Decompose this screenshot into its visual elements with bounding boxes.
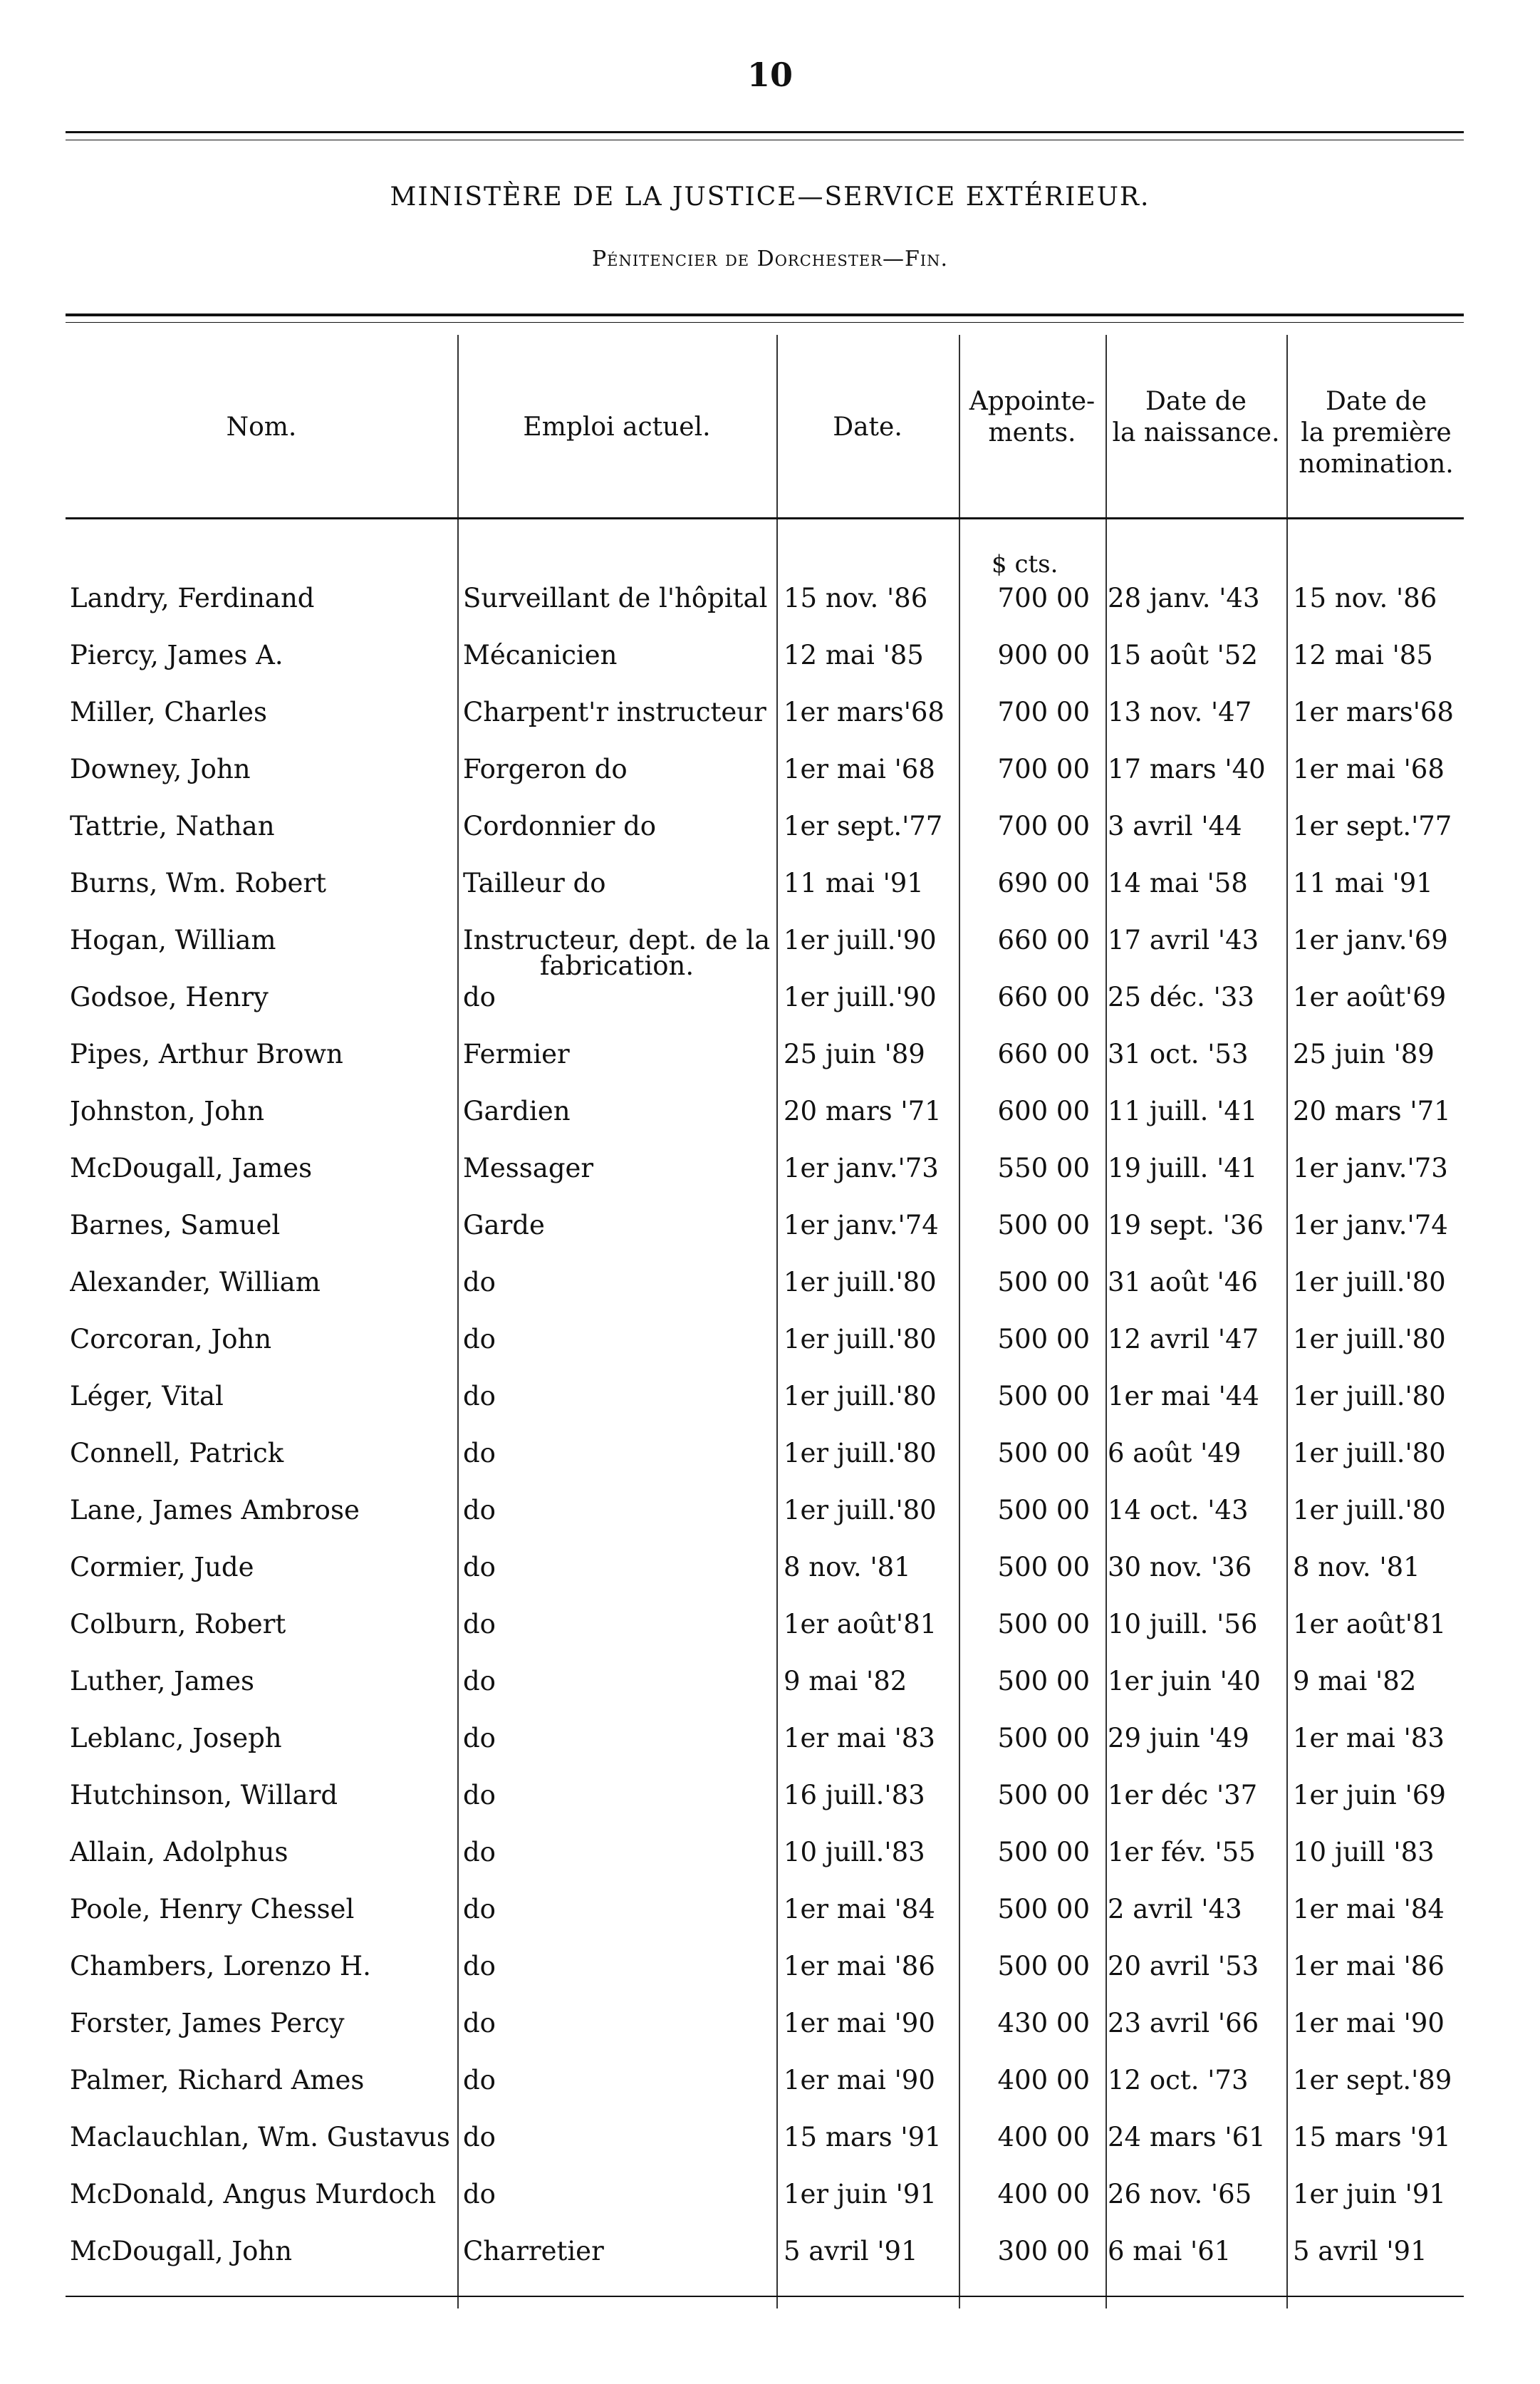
name-cell: Lane, James Ambrose — [70, 1495, 360, 1525]
nomination-date-cell: 1er juill.'80 — [1293, 1495, 1446, 1525]
name-cell: Burns, Wm. Robert — [70, 868, 326, 898]
date-cell: 9 mai '82 — [784, 1666, 907, 1696]
table-row — [0, 1153, 1540, 1210]
salary-cell: 500 00 — [997, 1324, 1090, 1354]
emploi-cell: do — [463, 1609, 496, 1639]
birth-date-cell: 6 août '49 — [1108, 1438, 1242, 1468]
birth-date-cell: 3 avril '44 — [1108, 811, 1242, 841]
salary-cell: 500 00 — [997, 1438, 1090, 1468]
page-title: MINISTÈRE DE LA JUSTICE—SERVICE EXTÉRIEUR. — [390, 182, 1150, 212]
emploi-cell: Cordonnier do — [463, 811, 657, 841]
table-row — [0, 2122, 1540, 2179]
date-cell: 1er juill.'90 — [784, 982, 937, 1012]
nomination-date-cell: 12 mai '85 — [1293, 640, 1433, 670]
table-row — [0, 640, 1540, 697]
emploi-cell: Charpent'r instructeur — [463, 697, 766, 727]
salary-cell: 690 00 — [997, 868, 1090, 898]
salary-cell: 500 00 — [997, 1780, 1090, 1810]
units-label: $ cts. — [992, 550, 1058, 579]
salary-cell: 500 00 — [997, 1381, 1090, 1411]
name-cell: Poole, Henry Chessel — [70, 1894, 355, 1924]
salary-cell: 900 00 — [997, 640, 1090, 670]
salary-cell: 660 00 — [997, 925, 1090, 955]
table-row — [0, 1780, 1540, 1837]
column-header-naissance: Date de la naissance. — [1112, 387, 1280, 447]
table-row — [0, 1210, 1540, 1267]
nomination-date-cell: 15 mars '91 — [1293, 2122, 1451, 2152]
name-cell: Palmer, Richard Ames — [70, 2065, 365, 2095]
date-cell: 1er mai '83 — [784, 1723, 935, 1753]
salary-cell: 500 00 — [997, 1837, 1090, 1867]
birth-date-cell: 2 avril '43 — [1108, 1894, 1242, 1924]
emploi-cell: do — [463, 2179, 496, 2209]
date-cell: 15 mars '91 — [784, 2122, 942, 2152]
date-cell: 1er juill.'80 — [784, 1381, 937, 1411]
name-cell: Godsoe, Henry — [70, 982, 269, 1012]
table-row — [0, 868, 1540, 925]
date-cell: 1er mai '68 — [784, 754, 935, 784]
table-row — [0, 1723, 1540, 1780]
name-cell: Pipes, Arthur Brown — [70, 1039, 343, 1069]
birth-date-cell: 1er juin '40 — [1108, 1666, 1261, 1696]
emploi-cell: do — [463, 2122, 496, 2152]
birth-date-cell: 11 juill. '41 — [1108, 1096, 1258, 1126]
table-row — [0, 1324, 1540, 1381]
name-cell: Leblanc, Joseph — [70, 1723, 282, 1753]
birth-date-cell: 13 nov. '47 — [1108, 697, 1252, 727]
nomination-date-cell: 1er mai '68 — [1293, 754, 1445, 784]
salary-cell: 400 00 — [997, 2179, 1090, 2209]
birth-date-cell: 20 avril '53 — [1108, 1951, 1259, 1981]
nomination-date-cell: 1er juin '69 — [1293, 1780, 1446, 1810]
nomination-date-cell: 11 mai '91 — [1293, 868, 1433, 898]
date-cell: 1er juill.'80 — [784, 1324, 937, 1354]
date-cell: 1er janv.'74 — [784, 1210, 939, 1240]
salary-cell: 550 00 — [997, 1153, 1090, 1183]
date-cell: 15 nov. '86 — [784, 583, 928, 613]
table-row — [0, 1039, 1540, 1096]
emploi-cell: Forgeron do — [463, 754, 628, 784]
emploi-cell: do — [463, 1837, 496, 1867]
emploi-cell: Charretier — [463, 2236, 604, 2266]
top-rule — [66, 131, 1464, 133]
salary-cell: 500 00 — [997, 1894, 1090, 1924]
name-cell: Luther, James — [70, 1666, 254, 1696]
emploi-cell: do — [463, 2008, 496, 2038]
salary-cell: 700 00 — [997, 697, 1090, 727]
name-cell: Colburn, Robert — [70, 1609, 286, 1639]
name-cell: Tattrie, Nathan — [70, 811, 275, 841]
nomination-date-cell: 15 nov. '86 — [1293, 583, 1437, 613]
nomination-date-cell: 25 juin '89 — [1293, 1039, 1435, 1069]
table-row — [0, 2179, 1540, 2236]
table-row — [0, 583, 1540, 640]
date-cell: 20 mars '71 — [784, 1096, 942, 1126]
birth-date-cell: 29 juin '49 — [1108, 1723, 1249, 1753]
name-cell: Miller, Charles — [70, 697, 268, 727]
page-number: 10 — [746, 56, 793, 94]
table-row — [0, 697, 1540, 754]
emploi-cell: Fermier — [463, 1039, 570, 1069]
nomination-date-cell: 1er mai '84 — [1293, 1894, 1445, 1924]
date-cell: 1er mai '90 — [784, 2065, 935, 2095]
nomination-date-cell: 1er juill.'80 — [1293, 1381, 1446, 1411]
date-cell: 8 nov. '81 — [784, 1552, 911, 1582]
salary-cell: 500 00 — [997, 1495, 1090, 1525]
emploi-cell: Tailleur do — [463, 868, 606, 898]
birth-date-cell: 30 nov. '36 — [1108, 1552, 1252, 1582]
date-cell: 1er juill.'80 — [784, 1495, 937, 1525]
table-row — [0, 1837, 1540, 1894]
header-bottom-rule — [66, 517, 1464, 519]
emploi-cell: Instructeur, dept. de la — [463, 925, 771, 955]
table-row — [0, 1552, 1540, 1609]
salary-cell: 430 00 — [997, 2008, 1090, 2038]
salary-cell: 600 00 — [997, 1096, 1090, 1126]
name-cell: Alexander, William — [70, 1267, 321, 1297]
nomination-date-cell: 1er mai '83 — [1293, 1723, 1445, 1753]
birth-date-cell: 12 oct. '73 — [1108, 2065, 1249, 2095]
name-cell: Barnes, Samuel — [70, 1210, 281, 1240]
date-cell: 1er juin '91 — [784, 2179, 937, 2209]
nomination-date-cell: 1er août'69 — [1293, 982, 1447, 1012]
salary-cell: 500 00 — [997, 1267, 1090, 1297]
date-cell: 12 mai '85 — [784, 640, 924, 670]
birth-date-cell: 19 sept. '36 — [1108, 1210, 1264, 1240]
nomination-date-cell: 1er mai '86 — [1293, 1951, 1445, 1981]
birth-date-cell: 19 juill. '41 — [1108, 1153, 1258, 1183]
emploi-cell: do — [463, 2065, 496, 2095]
column-header-nomination: Date de la première nomination. — [1299, 387, 1454, 479]
nomination-date-cell: 9 mai '82 — [1293, 1666, 1417, 1696]
emploi-cell: Mécanicien — [463, 640, 618, 670]
name-cell: Corcoran, John — [70, 1324, 272, 1354]
nomination-date-cell: 20 mars '71 — [1293, 1096, 1451, 1126]
birth-date-cell: 6 mai '61 — [1108, 2236, 1232, 2266]
nomination-date-cell: 8 nov. '81 — [1293, 1552, 1420, 1582]
nomination-date-cell: 1er août'81 — [1293, 1609, 1447, 1639]
table-row — [0, 1951, 1540, 2008]
birth-date-cell: 12 avril '47 — [1108, 1324, 1259, 1354]
salary-cell: 500 00 — [997, 1210, 1090, 1240]
emploi-cell: do — [463, 1495, 496, 1525]
name-cell: Johnston, John — [70, 1096, 265, 1126]
name-cell: Landry, Ferdinand — [70, 583, 315, 613]
emploi-cell: do — [463, 1381, 496, 1411]
column-header-appointements: Appointe- ments. — [969, 387, 1096, 447]
emploi-cell: Gardien — [463, 1096, 571, 1126]
bottom-rule — [66, 2296, 1464, 2297]
table-top-rule — [66, 313, 1464, 316]
date-cell: 1er juill.'90 — [784, 925, 937, 955]
name-cell: Maclauchlan, Wm. Gustavus — [70, 2122, 450, 2152]
birth-date-cell: 1er mai '44 — [1108, 1381, 1259, 1411]
date-cell: 25 juin '89 — [784, 1039, 925, 1069]
nomination-date-cell: 1er janv.'69 — [1293, 925, 1448, 955]
birth-date-cell: 17 avril '43 — [1108, 925, 1259, 955]
emploi-cell: Surveillant de l'hôpital — [463, 583, 768, 613]
birth-date-cell: 1er déc '37 — [1108, 1780, 1258, 1810]
nomination-date-cell: 1er juill.'80 — [1293, 1438, 1446, 1468]
nomination-date-cell: 1er juill.'80 — [1293, 1267, 1446, 1297]
salary-cell: 700 00 — [997, 811, 1090, 841]
name-cell: McDonald, Angus Murdoch — [70, 2179, 437, 2209]
date-cell: 1er juill.'80 — [784, 1438, 937, 1468]
date-cell: 1er juill.'80 — [784, 1267, 937, 1297]
date-cell: 1er sept.'77 — [784, 811, 943, 841]
table-row — [0, 982, 1540, 1039]
name-cell: Allain, Adolphus — [70, 1837, 288, 1867]
table-row — [0, 754, 1540, 811]
nomination-date-cell: 1er janv.'74 — [1293, 1210, 1448, 1240]
salary-cell: 700 00 — [997, 754, 1090, 784]
birth-date-cell: 10 juill. '56 — [1108, 1609, 1258, 1639]
date-cell: 1er mai '86 — [784, 1951, 935, 1981]
nomination-date-cell: 1er mars'68 — [1293, 697, 1454, 727]
table-row — [0, 2236, 1540, 2293]
nomination-date-cell: 5 avril '91 — [1293, 2236, 1427, 2266]
name-cell: Forster, James Percy — [70, 2008, 345, 2038]
name-cell: Hogan, William — [70, 925, 276, 955]
birth-date-cell: 26 nov. '65 — [1108, 2179, 1252, 2209]
table-row — [0, 1495, 1540, 1552]
date-cell: 1er août'81 — [784, 1609, 937, 1639]
nomination-date-cell: 1er juill.'80 — [1293, 1324, 1446, 1354]
nomination-date-cell: 1er janv.'73 — [1293, 1153, 1448, 1183]
birth-date-cell: 31 oct. '53 — [1108, 1039, 1249, 1069]
emploi-cell: do — [463, 1324, 496, 1354]
table-row — [0, 2008, 1540, 2065]
emploi-cell: do — [463, 1780, 496, 1810]
nomination-date-cell: 1er sept.'77 — [1293, 811, 1452, 841]
column-header-emploi: Emploi actuel. — [523, 413, 711, 442]
table-row — [0, 1096, 1540, 1153]
nomination-date-cell: 1er juin '91 — [1293, 2179, 1446, 2209]
emploi-cell: do — [463, 982, 496, 1012]
emploi-cell-continuation: fabrication. — [539, 950, 694, 981]
emploi-cell: do — [463, 1951, 496, 1981]
name-cell: Cormier, Jude — [70, 1552, 254, 1582]
birth-date-cell: 28 janv. '43 — [1108, 583, 1260, 613]
date-cell: 1er mai '90 — [784, 2008, 935, 2038]
birth-date-cell: 14 mai '58 — [1108, 868, 1248, 898]
date-cell: 10 juill.'83 — [784, 1837, 925, 1867]
date-cell: 5 avril '91 — [784, 2236, 918, 2266]
birth-date-cell: 15 août '52 — [1108, 640, 1258, 670]
salary-cell: 700 00 — [997, 583, 1090, 613]
birth-date-cell: 31 août '46 — [1108, 1267, 1258, 1297]
salary-cell: 500 00 — [997, 1723, 1090, 1753]
table-row — [0, 925, 1540, 982]
birth-date-cell: 25 déc. '33 — [1108, 982, 1254, 1012]
name-cell: Chambers, Lorenzo H. — [70, 1951, 371, 1981]
date-cell: 16 juill.'83 — [784, 1780, 925, 1810]
name-cell: Connell, Patrick — [70, 1438, 284, 1468]
name-cell: Léger, Vital — [70, 1381, 224, 1411]
salary-cell: 300 00 — [997, 2236, 1090, 2266]
salary-cell: 400 00 — [997, 2065, 1090, 2095]
birth-date-cell: 24 mars '61 — [1108, 2122, 1266, 2152]
table-top-rule-thin — [66, 322, 1464, 323]
emploi-cell: Messager — [463, 1153, 594, 1183]
nomination-date-cell: 1er sept.'89 — [1293, 2065, 1452, 2095]
name-cell: McDougall, John — [70, 2236, 293, 2266]
emploi-cell: do — [463, 1666, 496, 1696]
name-cell: Hutchinson, Willard — [70, 1780, 338, 1810]
nomination-date-cell: 1er mai '90 — [1293, 2008, 1445, 2038]
salary-cell: 660 00 — [997, 1039, 1090, 1069]
birth-date-cell: 17 mars '40 — [1108, 754, 1266, 784]
table-row — [0, 1438, 1540, 1495]
salary-cell: 500 00 — [997, 1666, 1090, 1696]
page-subtitle: Pénitencier de Dorchester—Fin. — [592, 247, 948, 271]
name-cell: McDougall, James — [70, 1153, 313, 1183]
emploi-cell: do — [463, 1723, 496, 1753]
emploi-cell: Garde — [463, 1210, 545, 1240]
date-cell: 11 mai '91 — [784, 868, 924, 898]
column-header-date: Date. — [833, 413, 902, 442]
table-row — [0, 1666, 1540, 1723]
nomination-date-cell: 10 juill '83 — [1293, 1837, 1435, 1867]
salary-cell: 400 00 — [997, 2122, 1090, 2152]
name-cell: Downey, John — [70, 754, 251, 784]
emploi-cell: do — [463, 1894, 496, 1924]
emploi-cell: do — [463, 1438, 496, 1468]
salary-cell: 660 00 — [997, 982, 1090, 1012]
table-row — [0, 1894, 1540, 1951]
emploi-cell: do — [463, 1267, 496, 1297]
column-header-nom: Nom. — [226, 413, 297, 442]
salary-cell: 500 00 — [997, 1609, 1090, 1639]
table-row — [0, 1609, 1540, 1666]
emploi-cell: do — [463, 1552, 496, 1582]
name-cell: Piercy, James A. — [70, 640, 283, 670]
table-row — [0, 2065, 1540, 2122]
table-row — [0, 811, 1540, 868]
birth-date-cell: 23 avril '66 — [1108, 2008, 1259, 2038]
table-row — [0, 1267, 1540, 1324]
date-cell: 1er mai '84 — [784, 1894, 935, 1924]
table-row — [0, 1381, 1540, 1438]
birth-date-cell: 14 oct. '43 — [1108, 1495, 1249, 1525]
date-cell: 1er mars'68 — [784, 697, 945, 727]
birth-date-cell: 1er fév. '55 — [1108, 1837, 1256, 1867]
date-cell: 1er janv.'73 — [784, 1153, 939, 1183]
salary-cell: 500 00 — [997, 1552, 1090, 1582]
salary-cell: 500 00 — [997, 1951, 1090, 1981]
